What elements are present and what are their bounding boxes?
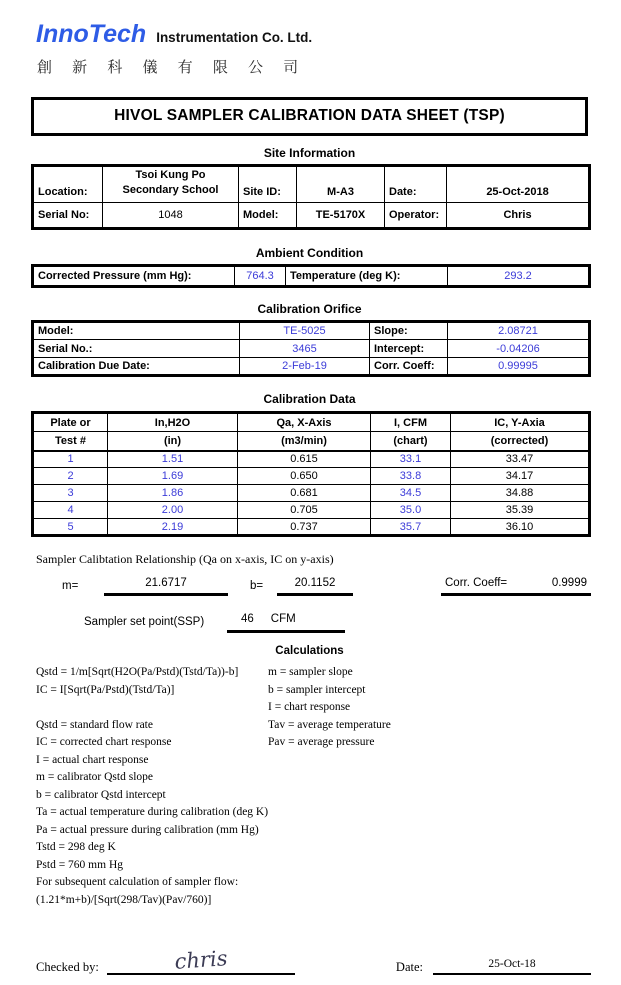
signature-footer [36,935,591,975]
corr-coeff-value: 0.99995 [448,358,590,376]
site-id-value: M-A3 [297,166,385,203]
table-cell: 0.705 [238,502,371,519]
table-row [33,451,590,468]
footer-date-label: Date: [395,960,423,974]
table-cell: 5 [33,519,108,536]
sheet-title-box [31,97,588,136]
table-cell: 35.39 [451,502,590,519]
operator-value: Chris [447,203,590,229]
col-subheader: (corrected) [451,432,590,451]
table-cell: 33.1 [371,451,451,468]
definition-line: I = actual chart response [36,753,149,766]
definition-line: I = chart response [268,701,351,713]
definition-line: Pstd = 760 mm Hg [36,858,123,871]
col-subheader: (in) [108,432,238,451]
table-cell: 34.17 [451,468,590,485]
table-cell: 0.737 [238,519,371,536]
brand-header [36,20,621,49]
formula-line: IC = I[Sqrt(Pa/Pstd)(Tstd/Ta)] [36,683,175,696]
table-cell: 2.19 [108,519,238,536]
table-cell: 34.5 [371,485,451,502]
checked-by-label: Checked by: [36,960,99,974]
set-point-value: 46 [241,613,254,625]
corr-coeff-rel-value: 0.9999 [551,577,587,589]
orifice-model-label: Model: [33,322,240,340]
table-row [33,519,590,536]
definition-line: m = calibrator Qstd slope [36,771,153,783]
table-cell: 0.681 [238,485,371,502]
table-cell: 3 [33,485,108,502]
table-cell: 35.0 [371,502,451,519]
definitions-left-column [36,664,268,909]
table-cell: 2 [33,468,108,485]
table-cell: 35.7 [371,519,451,536]
ambient-table [31,264,591,288]
table-row [33,485,590,502]
table-cell: 1.69 [108,468,238,485]
set-point-unit: CFM [270,613,296,625]
slope-value: 2.08721 [448,322,590,340]
m-value: 21.6717 [104,577,228,596]
temperature-value: 293.2 [448,266,590,287]
definition-line: Qstd = standard flow rate [36,718,153,731]
table-row [33,468,590,485]
intercept-value: -0.04206 [448,340,590,358]
table-cell: 0.615 [238,451,371,468]
definition-line: b = calibrator Qstd intercept [36,788,166,801]
formula-line: (1.21*m+b)/[Sqrt(298/Tav)(Pav/760)] [36,893,212,906]
table-cell: 1 [33,451,108,468]
brand-suffix: Instrumentation Co. Ltd. [156,30,313,45]
sheet-title: HIVOL SAMPLER CALIBRATION DATA SHEET (TSP) [114,107,505,124]
intercept-label: Intercept: [370,340,448,358]
col-subheader: (chart) [371,432,451,451]
b-value: 20.1152 [277,577,353,596]
definition-line: IC = corrected chart response [36,736,172,748]
blank-line [36,699,268,717]
col-header: IC, Y-Axia [451,413,590,432]
model-label: Model: [239,203,297,229]
definition-line: Pa = actual pressure during calibration (mm Hg) [36,823,259,836]
col-header: Qa, X-Axis [238,413,371,432]
orifice-serial-value: 3465 [240,340,370,358]
orifice-serial-label: Serial No.: [33,340,240,358]
formula-line: Qstd = 1/m[Sqrt(H2O(Pa/Pstd)(Tstd/Ta))-b] [36,666,239,678]
definition-line: b = sampler intercept [268,683,366,696]
brand-logo: InnoTech [36,20,147,48]
site-heading: Site Information [263,146,356,160]
table-cell: 36.10 [451,519,590,536]
b-label: b= [250,580,264,592]
definition-line: Tstd = 298 deg K [36,841,116,853]
orifice-table [31,320,591,377]
signature: chris [173,946,229,974]
date-value: 25-Oct-2018 [447,166,590,203]
brand-chinese-name: 創 新 科 儀 有 限 公 司 [37,59,307,76]
m-label: m= [62,580,79,592]
relationship-values-row [62,577,591,596]
operator-label: Operator: [385,203,447,229]
definition-line: m = sampler slope [268,666,353,678]
calculations-definitions [36,664,621,909]
corr-coeff-group [441,577,591,596]
definition-line: Ta = actual temperature during calibration (deg K) [36,806,269,818]
definition-line: Tav = average temperature [268,718,391,731]
set-point-row [84,613,621,633]
definitions-right-column [268,664,621,909]
pressure-value: 764.3 [235,266,286,287]
table-cell: 0.650 [238,468,371,485]
col-header: Plate or [33,413,108,432]
table-cell: 4 [33,502,108,519]
table-cell: 33.8 [371,468,451,485]
table-cell: 34.88 [451,485,590,502]
model-value: TE-5170X [297,203,385,229]
definition-line: Pav = average pressure [268,736,375,748]
set-point-value-group [227,613,345,633]
calibration-data-sheet [0,20,621,985]
serial-no-label: Serial No: [33,203,103,229]
location-label: Location: [33,166,103,203]
slope-label: Slope: [370,322,448,340]
orifice-heading: Calibration Orifice [257,302,362,316]
date-label: Date: [385,166,447,203]
col-subheader: (m3/min) [238,432,371,451]
definition-line: For subsequent calculation of sampler flow: [36,876,239,888]
serial-no-value: 1048 [103,203,239,229]
site-table [31,164,591,230]
corr-coeff-label: Corr. Coeff: [370,358,448,376]
calibration-table [31,411,591,537]
temperature-label: Temperature (deg K): [286,266,448,287]
pressure-label: Corrected Pressure (mm Hg): [33,266,235,287]
ambient-heading: Ambient Condition [255,246,364,260]
table-cell: 33.47 [451,451,590,468]
signature-line [107,935,295,975]
due-date-value: 2-Feb-19 [240,358,370,376]
calibration-heading: Calibration Data [263,392,356,406]
orifice-model-value: TE-5025 [240,322,370,340]
corr-coeff-rel-label: Corr. Coeff= [445,577,508,589]
col-header: In,H2O [108,413,238,432]
location-value: Tsoi Kung Po Secondary School [103,166,239,203]
table-row [33,502,590,519]
site-id-label: Site ID: [239,166,297,203]
col-header: I, CFM [371,413,451,432]
calculations-heading: Calculations [275,645,344,657]
set-point-label: Sampler set point(SSP) [84,616,205,628]
table-cell: 1.51 [108,451,238,468]
table-cell: 2.00 [108,502,238,519]
table-cell: 1.86 [108,485,238,502]
relationship-heading: Sampler Calibtation Relationship (Qa on x-axis, IC on y-axis) [36,552,334,566]
footer-date-value: 25-Oct-18 [433,958,591,975]
due-date-label: Calibration Due Date: [33,358,240,376]
col-subheader: Test # [33,432,108,451]
